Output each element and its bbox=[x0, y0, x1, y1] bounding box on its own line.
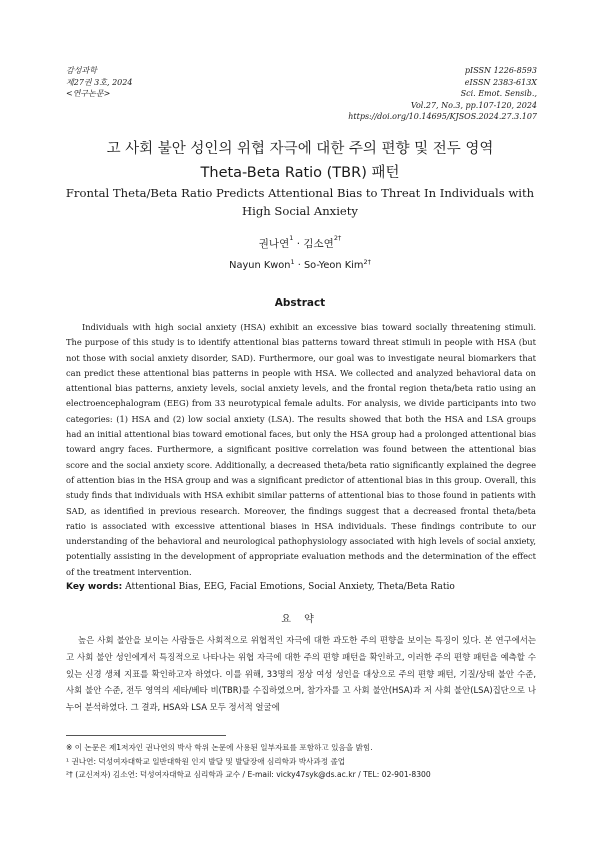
keywords bbox=[66, 582, 536, 592]
footnote-divider bbox=[66, 735, 226, 736]
english-authors bbox=[0, 260, 600, 271]
footnote-corresponding-author: ²† (교신저자) 김소연: 덕성여자대학교 심리학과 교수 / E-mail: vicky47syk@ds.ac.kr / TEL: 02-901-8300 bbox=[66, 770, 431, 779]
author-1-en-affil: 1 bbox=[290, 258, 295, 266]
journal-name: 감성과학 bbox=[66, 66, 97, 75]
korean-authors bbox=[0, 236, 600, 251]
pissn: pISSN 1226-8593 bbox=[464, 66, 537, 75]
author-separator-en: · bbox=[294, 260, 304, 271]
author-1-en: Nayun Kwon bbox=[229, 260, 291, 271]
author-2-en: So-Yeon Kim bbox=[303, 260, 364, 271]
author-2-ko: 김소연 bbox=[303, 238, 334, 250]
footnote-author-1: ¹ 권나연: 덕성여자대학교 일반대학원 인지 발달 및 발달장애 심리학과 박사과정 졸업 bbox=[66, 756, 346, 766]
journal-header-right bbox=[348, 65, 537, 123]
author-1-ko-affil: 1 bbox=[289, 234, 294, 242]
footnote-note: ※ 이 논문은 제1저자인 권나연의 박사 학위 논문에 사용된 일부자료를 포함하고 있음을 밝힘. bbox=[66, 743, 373, 752]
keywords-list: Attentional Bias, EEG, Facial Emotions, Social Anxiety, Theta/Beta Ratio bbox=[122, 582, 455, 592]
eissn: eISSN 2383-613X bbox=[464, 77, 537, 87]
journal-header-left bbox=[66, 65, 132, 100]
korean-abstract-body: 높은 사회 불안을 보이는 사람들은 사회적으로 위협적인 자극에 대한 과도한 주의 편향을 보이는 특징이 있다. 본 연구에서는 고 사회 불안 성인에게서 특징적으로 나타나는 위협 자극에 대한 주의 편향 패턴을 확인하고, 이러한 주의 편향 패턴을 예측할 수 있는 신경 생체 지표를 확인하고자 하였다. 이를 위해, 33명의 정상 여성 성인을 대상으로 주의 편향 패턴, 기질/상태 불안 수준, 사회 불안 수준, 전두 영역의 세타/베타 비(TBR)를 수집하였으며, 참가자를 고 사회 불안(HSA)과 저 사회 불안(LSA)집단으로 나누어 분석하였다. 그 결과, HSA와 LSA 모두 정서적 얼굴에 bbox=[66, 635, 536, 713]
abstract-heading: Abstract bbox=[274, 297, 326, 309]
abstract-body: Individuals with high social anxiety (HSA) exhibit an excessive bias toward socially threatening stimuli. The purpose of this study is to identify attentional bias patterns toward threat stimuli in people with HSA (but not those with social anxiety disorder, SAD). Furthermore, our goal was to investigate neural biomarkers that can predict these attentional bias patterns in people with HSA. We collected and analyzed behavioral data on attentional bias patterns, anxiety levels, social anxiety levels, and the frontal region theta/beta ratio using an electroencephalogram (EEG) from 33 neurotypical female adults. For analysis, we divide participants into two categories: (1) HSA and (2) low social anxiety (LSA). The results showed that both the HSA and LSA groups had an initial attentional bias toward emotional faces, but only the HSA group had a prolonged attentional bias toward angry faces. Furthermore, a significant positive correlation was found between the attentional bias score and the social anxiety score. Additionally, a decreased theta/beta ratio significantly explained the degree of attention bias in the HSA group and was a significant predictor of attentional bias in this group. Overall, this study finds that individuals with HSA exhibit similar patterns of attentional bias to those found in patients with SAD, as identified in previous research. Moreover, the findings suggest that a decreased frontal theta/beta ratio is associated with excessive attentional biases in HSA individuals. These findings contribute to our understanding of the behavioral and neurological pathophysiology associated with high levels of social anxiety, potentially assisting in the development of appropriate evaluation methods and the determination of the effect of the treatment intervention. bbox=[66, 322, 536, 577]
author-2-en-affil: 2† bbox=[363, 258, 371, 266]
journal-volume: 제27권 3호, 2024 bbox=[66, 77, 133, 87]
journal-abbrev: Sci. Emot. Sensib., bbox=[460, 89, 537, 98]
volume-pages: Vol.27, No.3, pp.107-120, 2024 bbox=[410, 100, 537, 110]
english-title: Frontal Theta/Beta Ratio Predicts Attentional Bias to Threat In Individuals with High Social Anxiety bbox=[65, 186, 535, 218]
keywords-label: Key words: bbox=[66, 582, 123, 592]
korean-abstract-heading: 요 약 bbox=[281, 614, 319, 625]
korean-title bbox=[0, 137, 600, 185]
article-type: <연구논문> bbox=[66, 89, 111, 98]
author-separator: · bbox=[293, 238, 304, 250]
korean-title-line-2: Theta-Beta Ratio (TBR) 패턴 bbox=[200, 165, 400, 181]
korean-title-line-1: 고 사회 불안 성인의 위협 자극에 대한 주의 편향 및 전두 영역 bbox=[106, 141, 494, 157]
author-2-ko-affil: 2† bbox=[333, 234, 342, 242]
footnotes bbox=[66, 741, 536, 782]
author-1-ko: 권나연 bbox=[258, 238, 290, 250]
doi-link[interactable]: https://doi.org/10.14695/KJSOS.2024.27.3.107 bbox=[348, 112, 537, 121]
